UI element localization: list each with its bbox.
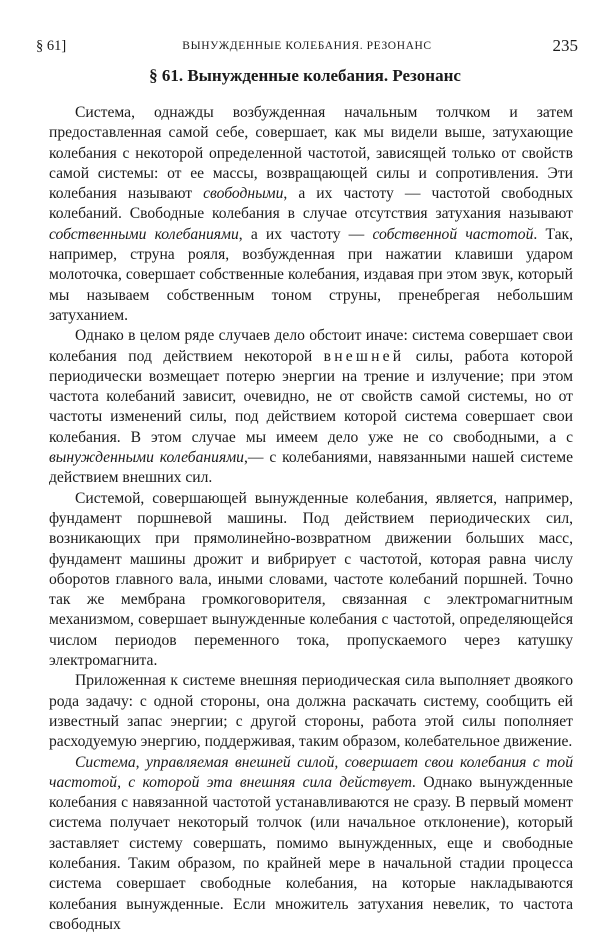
- p1-term-eigen-oscillations: собственными колебаниями: [49, 225, 239, 243]
- paragraph-3: Системой, совершающей вынужденные колебания, является, например, фундамент поршневой машины. Под действием периодических сил, возникающих при прямолинейно-возвратном движении больших масс, фундамент машины дрожит и вибрирует с частотой, которая равна числу оборотов главного вала, иными словами, частоте колебаний поршней. Точно так же мембрана громкоговорителя, связанная с электромагнитным механизмом, совершает вынужденные колебания с частотой, определяющейся числом периодов переменного тока, пропускаемого через катушку электромагнита.: [49, 489, 573, 670]
- running-head: [36, 36, 578, 58]
- paragraph-4: Приложенная к системе внешняя периодическая сила выполняет двоякого рода задачу: с одной стороны, она должна раскачать систему, сообщить ей известный запас энергии; с другой стороны, работа этой силы пополняет расходуемую энергию, поддерживая, таким образом, колебательное движение.: [49, 672, 573, 751]
- p1-text-c: , а их частоту — частотой свободных колебаний. Свободные колебания в случае отсутствия затухания называют: [49, 185, 573, 223]
- running-head-section: § 61]: [36, 38, 67, 54]
- paragraph-1: [49, 103, 573, 326]
- p1-term-eigen-frequency: собственной частотой: [372, 225, 534, 243]
- p1-text-g: . Так, например, струна рояля, возбужденная при нажатии клавиши ударом молоточка, совершает собственные колебания, издавая при этом звук, который мы называем собственным тоном струны, пренебрегая небольшим затуханием.: [49, 225, 573, 324]
- p2-text-e: ,— с колебаниями, навязанными нашей системе действием внешних сил.: [49, 449, 573, 487]
- p2-term-forced: вынужденными колебаниями: [49, 449, 244, 467]
- paragraph-2: [49, 326, 573, 488]
- p1-text-e: , а их частоту —: [238, 225, 373, 243]
- p2-text-c: силы, работа которой периодически возмещает потерю энергии на трение и излучение; при этом частота колебаний зависит, очевидно, не от свойств самой системы, но от частоты изменений силы, под действием которой система совершает свои колебания. В этом случае мы имеем дело уже не со свободными, а с: [49, 347, 574, 446]
- p1-term-free: свободными: [203, 185, 284, 203]
- p1-text-a: Система, однажды возбужденная начальным толчком и затем предоставленная самой себе, совершает, как мы видели выше, затухающие колебания с некоторой определенной частотой, зависящей только от свойств самой системы: от ее массы, возвращающей силы и сопротивления. Эти колебания называют: [49, 104, 573, 203]
- running-head-title: ВЫНУЖДЕННЫЕ КОЛЕБАНИЯ. РЕЗОНАНС: [182, 40, 432, 52]
- p2-text-a: Однако в целом ряде случаев дело обстоит иначе: система совершает свои колебания под действием некоторой: [49, 327, 573, 365]
- body-text: [49, 103, 573, 935]
- section-heading: § 61. Вынужденные колебания. Резонанс: [149, 66, 461, 85]
- p5-emphasis: Система, управляемая внешней силой, совершает свои колебания с той частотой, с которой эта внешняя сила действует.: [49, 753, 573, 791]
- p2-term-external: внешней: [323, 347, 405, 365]
- paragraph-5: [49, 753, 573, 936]
- page-number: 235: [552, 36, 578, 55]
- p5-text-b: Однако вынужденные колебания с навязанной частотой устанавливаются не сразу. В первый момент система получает некоторый толчок (или начальное отклонение), который заставляет систему совершать, помимо вынужденных, еще и свободные колебания. Таким образом, по крайней мере в начальной стадии процесса система совершает свободные колебания, на которые накладываются колебания вынужденные. Если множитель затухания невелик, то частота свободных: [49, 773, 573, 933]
